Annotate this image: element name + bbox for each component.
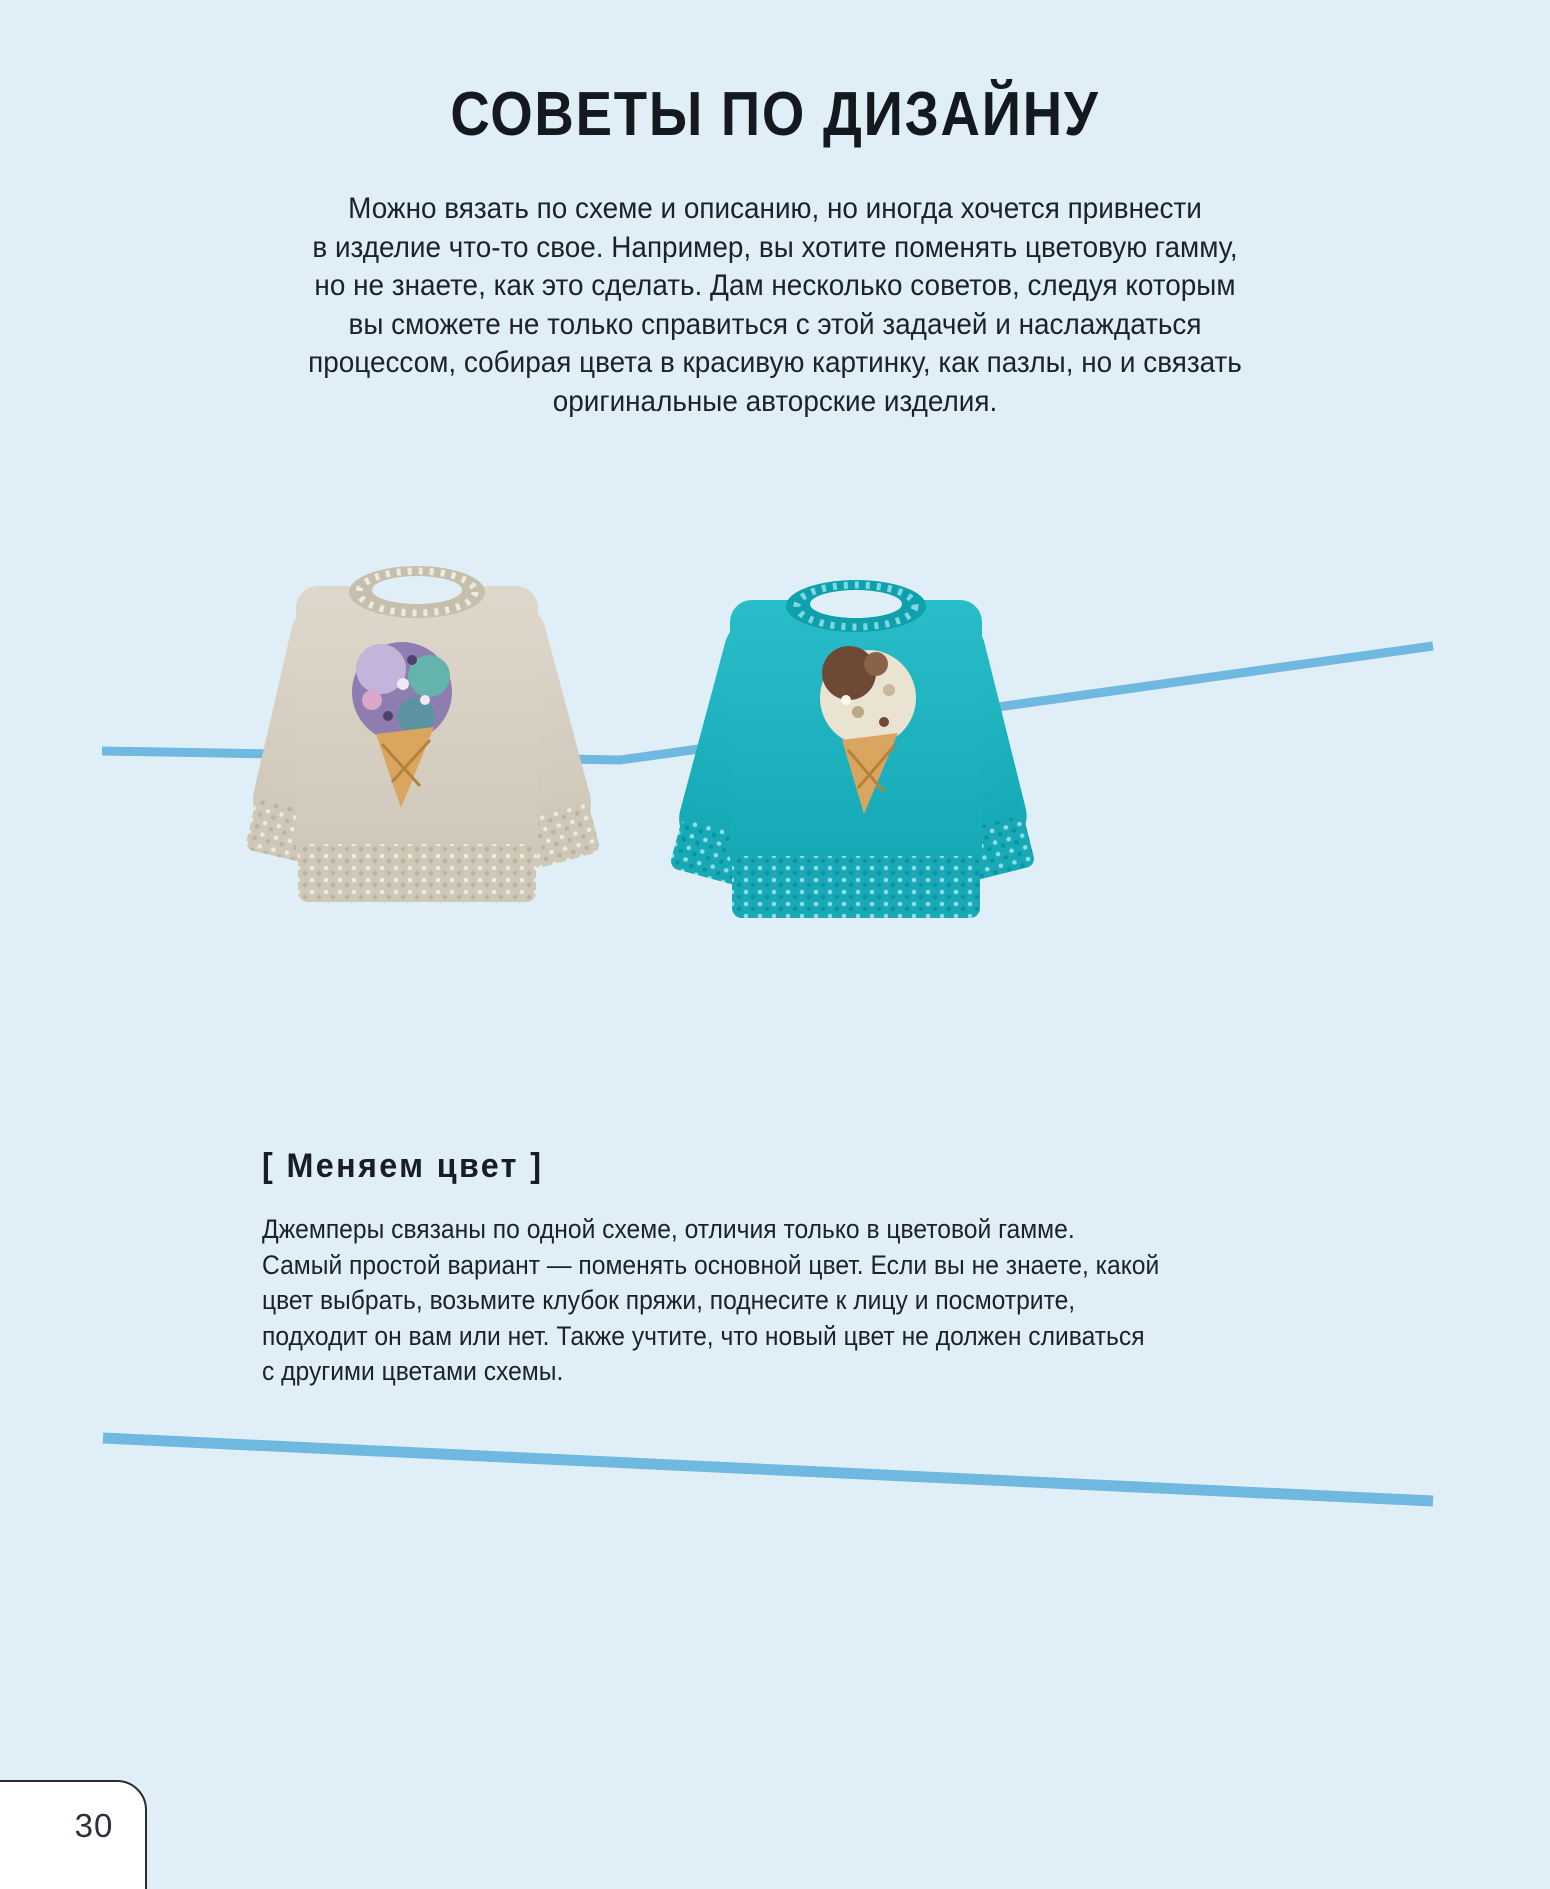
intro-paragraph: [54, 190, 1496, 421]
body-line: с другими цветами схемы.: [262, 1356, 564, 1386]
body-line: Джемперы связаны по одной схеме, отличия только в цветовой гамме.: [262, 1214, 1075, 1244]
page-number-box: [0, 1780, 147, 1889]
body-line: цвет выбрать, возьмите клубок пряжи, поднесите к лицу и посмотрите,: [262, 1285, 1076, 1315]
turquoise-sweater-image: [665, 580, 1040, 918]
section-change-color: [262, 1146, 1362, 1390]
intro-line: вы сможете не только справиться с этой задачей и наслаждаться: [348, 307, 1202, 341]
section-heading: [ Меняем цвет ]: [262, 1147, 544, 1185]
intro-line: процессом, собирая цвета в красивую картинку, как пазлы, но и связать: [308, 346, 1242, 379]
body-line: подходит он вам или нет. Также учтите, что новый цвет не должен сливаться: [262, 1320, 1145, 1351]
intro-line: оригинальные авторские изделия.: [552, 384, 998, 418]
page-number: 30: [74, 1807, 114, 1844]
body-line: Самый простой вариант — поменять основной цвет. Если вы не знаете, какой: [262, 1249, 1160, 1280]
section-body: [262, 1212, 1285, 1390]
beige-sweater-image: [241, 566, 605, 902]
intro-line: Можно вязать по схеме и описанию, но иногда хочется привнести: [348, 192, 1202, 225]
intro-line: но не знаете, как это сделать. Дам несколько советов, следуя которым: [314, 269, 1236, 302]
page-title: СОВЕТЫ ПО ДИЗАЙНУ: [450, 80, 1100, 149]
intro-line: в изделие что-то свое. Например, вы хотите поменять цветовую гамму,: [312, 230, 1238, 264]
clothesline-bottom-line: [103, 1438, 1433, 1501]
